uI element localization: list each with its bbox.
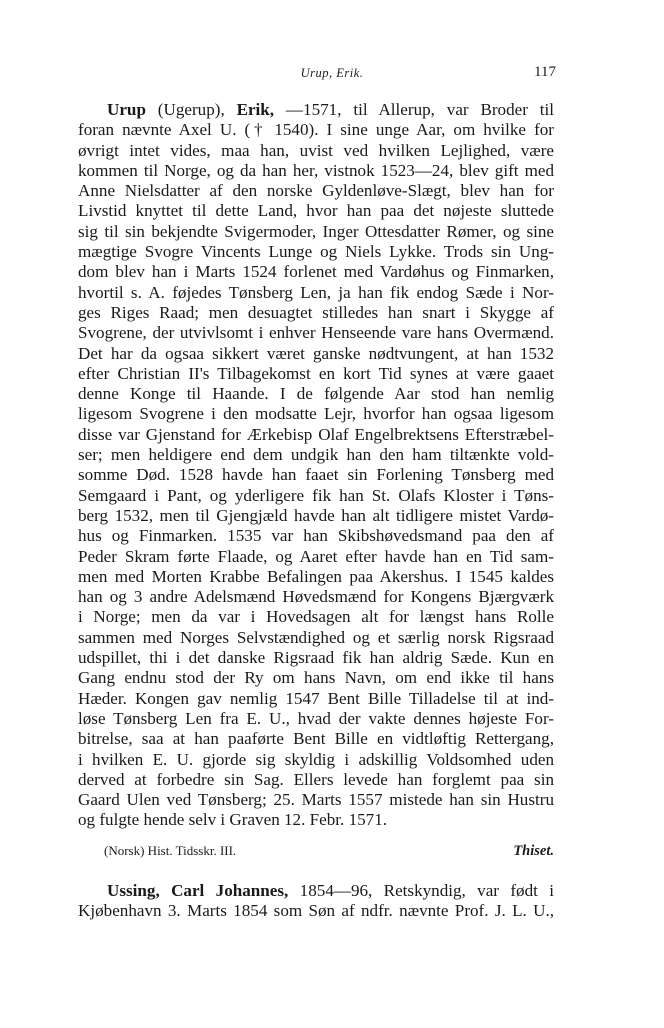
text-line: løse Tønsberg Len fra E. U., hvad der vakte dennes højeste For-: [78, 708, 554, 728]
text-line: bitrelse, saa at han paaførte Bent Bille en vidtløftig Rettergang,: [78, 729, 554, 749]
text-line: kommen til Norge, og da han her, vistnok 1523—24, blev gift med: [78, 160, 554, 180]
text-line: øvrigt intet vides, maa han, uvist ved hvilken Lejlighed, være: [78, 140, 554, 160]
text-line: udspillet, thi i det danske Rigsraad fik han aldrig Sæde. Kun en: [78, 648, 554, 668]
entry-urup-erik: [78, 100, 554, 831]
text-line: disse var Gjenstand for Ærkebisp Olaf Engelbrektsens Efterstræbel-: [78, 424, 554, 444]
text-line: derved at forbedre sin Sag. Ellers levede han forglemt paa sin: [78, 769, 554, 789]
text-line: foran nævnte Axel U. († 1540). I sine unge Aar, om hvilke for: [78, 120, 554, 140]
text-line: Svogrene, der utvivlsomt i enhver Henseende vare hans Overmænd.: [78, 323, 554, 343]
text-line: Kjøbenhavn 3. Marts 1854 som Søn af ndfr. nævnte Prof. J. L. U.,: [78, 901, 554, 921]
text-line: Anne Nielsdatter af den norske Gyldenløve-Slægt, blev han for: [78, 181, 554, 201]
text-line: sammen med Norges Selvstændighed og et særlig norsk Rigsraad: [78, 627, 554, 647]
text-line: denne Konge til Haande. I de følgende Aar stod han nemlig: [78, 384, 554, 404]
entry-ussing-carl-johannes: [78, 881, 554, 922]
text-line: ser; men heldigere end dem undgik han den ham tiltænkte vold-: [78, 445, 554, 465]
text-line: i Norge; men da var i Hovedsagen alt for længst hans Rolle: [78, 607, 554, 627]
entry-dates-intro: 1854—96, Retskyndig, var født i: [288, 881, 554, 900]
text-line: dom blev han i Marts 1524 forlenet med Vardøhus og Finmarken,: [78, 262, 554, 282]
text-line: sig til sin bekjendte Svigermoder, Inger Ottesdatter Rømer, og sine: [78, 221, 554, 241]
running-head: Urup, Erik.: [300, 66, 364, 80]
text-line: berg 1532, men til Gjengjæld havde han alt tidligere mistet Vardø-: [78, 505, 554, 525]
text-line: Gang endnu stod der Ry om hans Navn, om end ikke til hans: [78, 668, 554, 688]
text-line: efter Christian II's Tilbagekomst en kort Tid synes at være gaaet: [78, 363, 554, 383]
text-line: Hæder. Kongen gav nemlig 1547 Bent Bille Tilladelse til at ind-: [78, 688, 554, 708]
author-signature: Thiset.: [513, 843, 554, 859]
text-line: mægtige Svogre Vincents Lunge og Niels Lykke. Trods sin Ung-: [78, 242, 554, 262]
text-line: Peder Skram førte Flaade, og Aaret efter havde han en Tid sam-: [78, 546, 554, 566]
entry-dates-intro: —1571, til Allerup, var Broder til: [274, 100, 554, 119]
text-line: Livstid knyttet til dette Land, hvor han paa det nøjeste sluttede: [78, 201, 554, 221]
text-line: Det har da ogsaa sikkert været ganske nødtvungent, at han 1532: [78, 343, 554, 363]
text-line: ligesom Svogrene i den modsatte Lejr, hvorfor han ogsaa ligesom: [78, 404, 554, 424]
entry-given-name: Erik,: [236, 100, 275, 119]
entry-headword: Urup: [107, 100, 146, 119]
text-line: hvortil s. A. føjedes Tønsberg Len, ja han fik endog Sæde i Nor-: [78, 282, 554, 302]
text-line: Semgaard i Pant, og yderligere fik han St. Olafs Kloster i Tøns-: [78, 485, 554, 505]
text-line: han og 3 andre Adelsmænd Høvedsmænd for Kongens Bjærgværk: [78, 587, 554, 607]
page-number: 117: [534, 64, 556, 80]
source-reference: (Norsk) Hist. Tidsskr. III.: [104, 843, 237, 858]
entry-footer: [104, 843, 554, 863]
text-line: og fulgte hende selv i Graven 12. Febr. 1571.: [78, 810, 388, 830]
text-line: men med Morten Krabbe Befalingen paa Akershus. I 1545 kaldes: [78, 566, 554, 586]
text-line: hus og Finmarken. 1535 var han Skibshøvedsmand paa den af: [78, 526, 554, 546]
text-line: somme Død. 1528 havde han faaet sin Forlening Tønsberg med: [78, 465, 554, 485]
entry-alt-name: (Ugerup),: [145, 100, 237, 119]
text-line: i hvilken E. U. gjorde sig skyldig i adskillig Voldsomhed uden: [78, 749, 554, 769]
entry-first-line: [78, 881, 554, 901]
text-line: Gaard Ulen ved Tønsberg; 25. Marts 1557 mistede han sin Hustru: [78, 790, 554, 810]
entry-first-line: [78, 100, 554, 120]
entry-headword: Ussing, Carl Johannes,: [107, 881, 289, 900]
text-line: ges Riges Raad; men desuagtet stilledes han snart i Skygge af: [78, 302, 554, 322]
